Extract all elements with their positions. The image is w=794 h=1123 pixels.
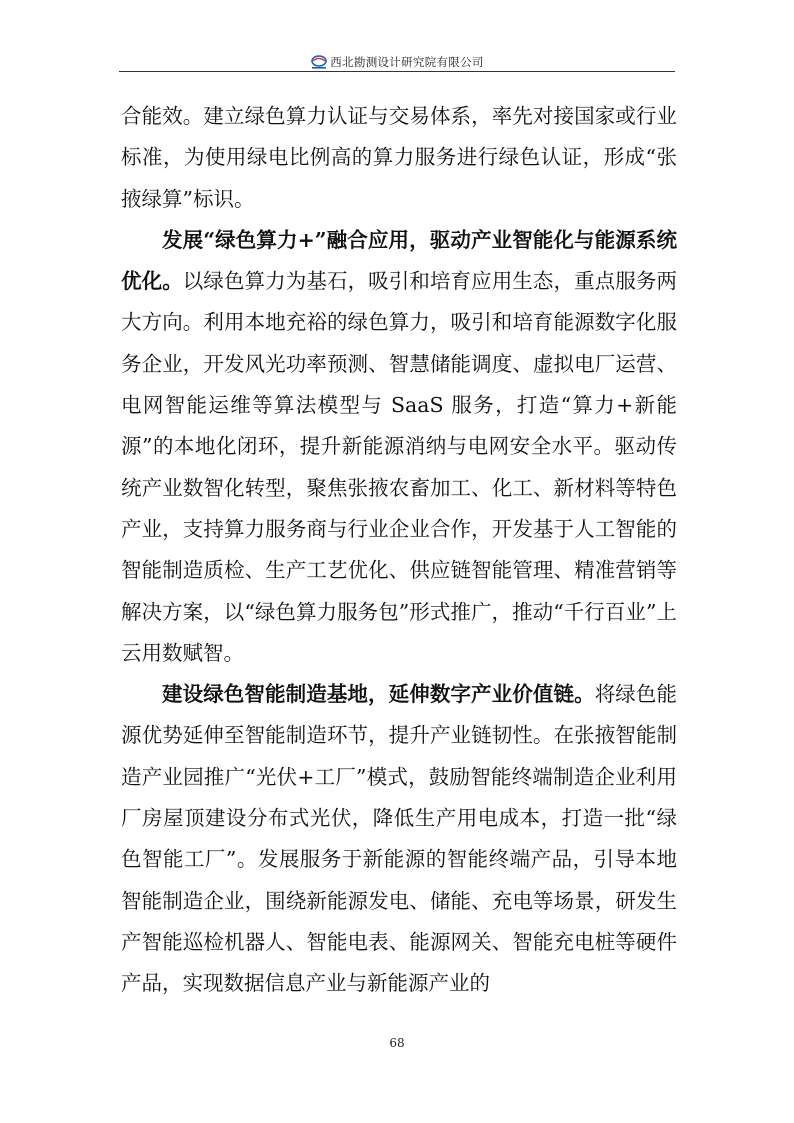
- paragraph-text: 以绿色算力为基石，吸引和培育应用生态，重点服务两大方向。利用本地充裕的绿色算力，吸引和培育能源数字化服务企业，开发风光功率预测、智慧储能调度、虚拟电厂运营、电网智能运维等算法模型与 SaaS 服务，打造“算力+新能源”的本地化闭环，提升新能源消纳与电网安全水平。驱动传统产业数智化转型，聚焦张掖农畜加工、化工、新材料等特色产业，支持算力服务商与行业企业合作，开发基于人工智能的智能制造质检、生产工艺优化、供应链智能管理、精准营销等解决方案，以“绿色算力服务包”形式推广，推动“千行百业”上云用数赋智。: [121, 269, 678, 665]
- paragraph-text: 将绿色能源优势延伸至智能制造环节，提升产业链韧性。在张掖智能制造产业园推广“光伏+工厂”模式，鼓励智能终端制造企业利用厂房屋顶建设分布式光伏，降低生产用电成本，打造一批“绿色智能工厂”。发展服务于新能源的智能终端产品，引导本地智能制造企业，围绕新能源发电、储能、充电等场景，研发生产智能巡检机器人、智能电表、能源网关、智能充电桩等硬件产品，实现数据信息产业与新能源产业的: [121, 682, 677, 996]
- paragraph-green-computing-application: [121, 220, 677, 674]
- paragraph-continuation: [121, 96, 677, 220]
- paragraph-text: 合能效。建立绿色算力认证与交易体系，率先对接国家或行业标准，为使用绿电比例高的算力服务进行绿色认证，形成“张掖绿算”标识。: [121, 104, 677, 211]
- company-logo-icon: [310, 55, 328, 70]
- page-number: 68: [389, 1036, 405, 1050]
- document-body: [121, 96, 677, 1005]
- page-header: [119, 52, 675, 72]
- header-divider: [119, 71, 675, 72]
- paragraph-green-manufacturing-base: [121, 674, 677, 1004]
- paragraph-heading: 建设绿色智能制造基地，延伸数字产业价值链。: [162, 682, 595, 707]
- company-name: 西北勘测设计研究院有限公司: [330, 55, 484, 69]
- paragraph-heading: 发展“绿色算力+”融合应用，驱动产业智能化与能源系统优化。: [121, 227, 677, 294]
